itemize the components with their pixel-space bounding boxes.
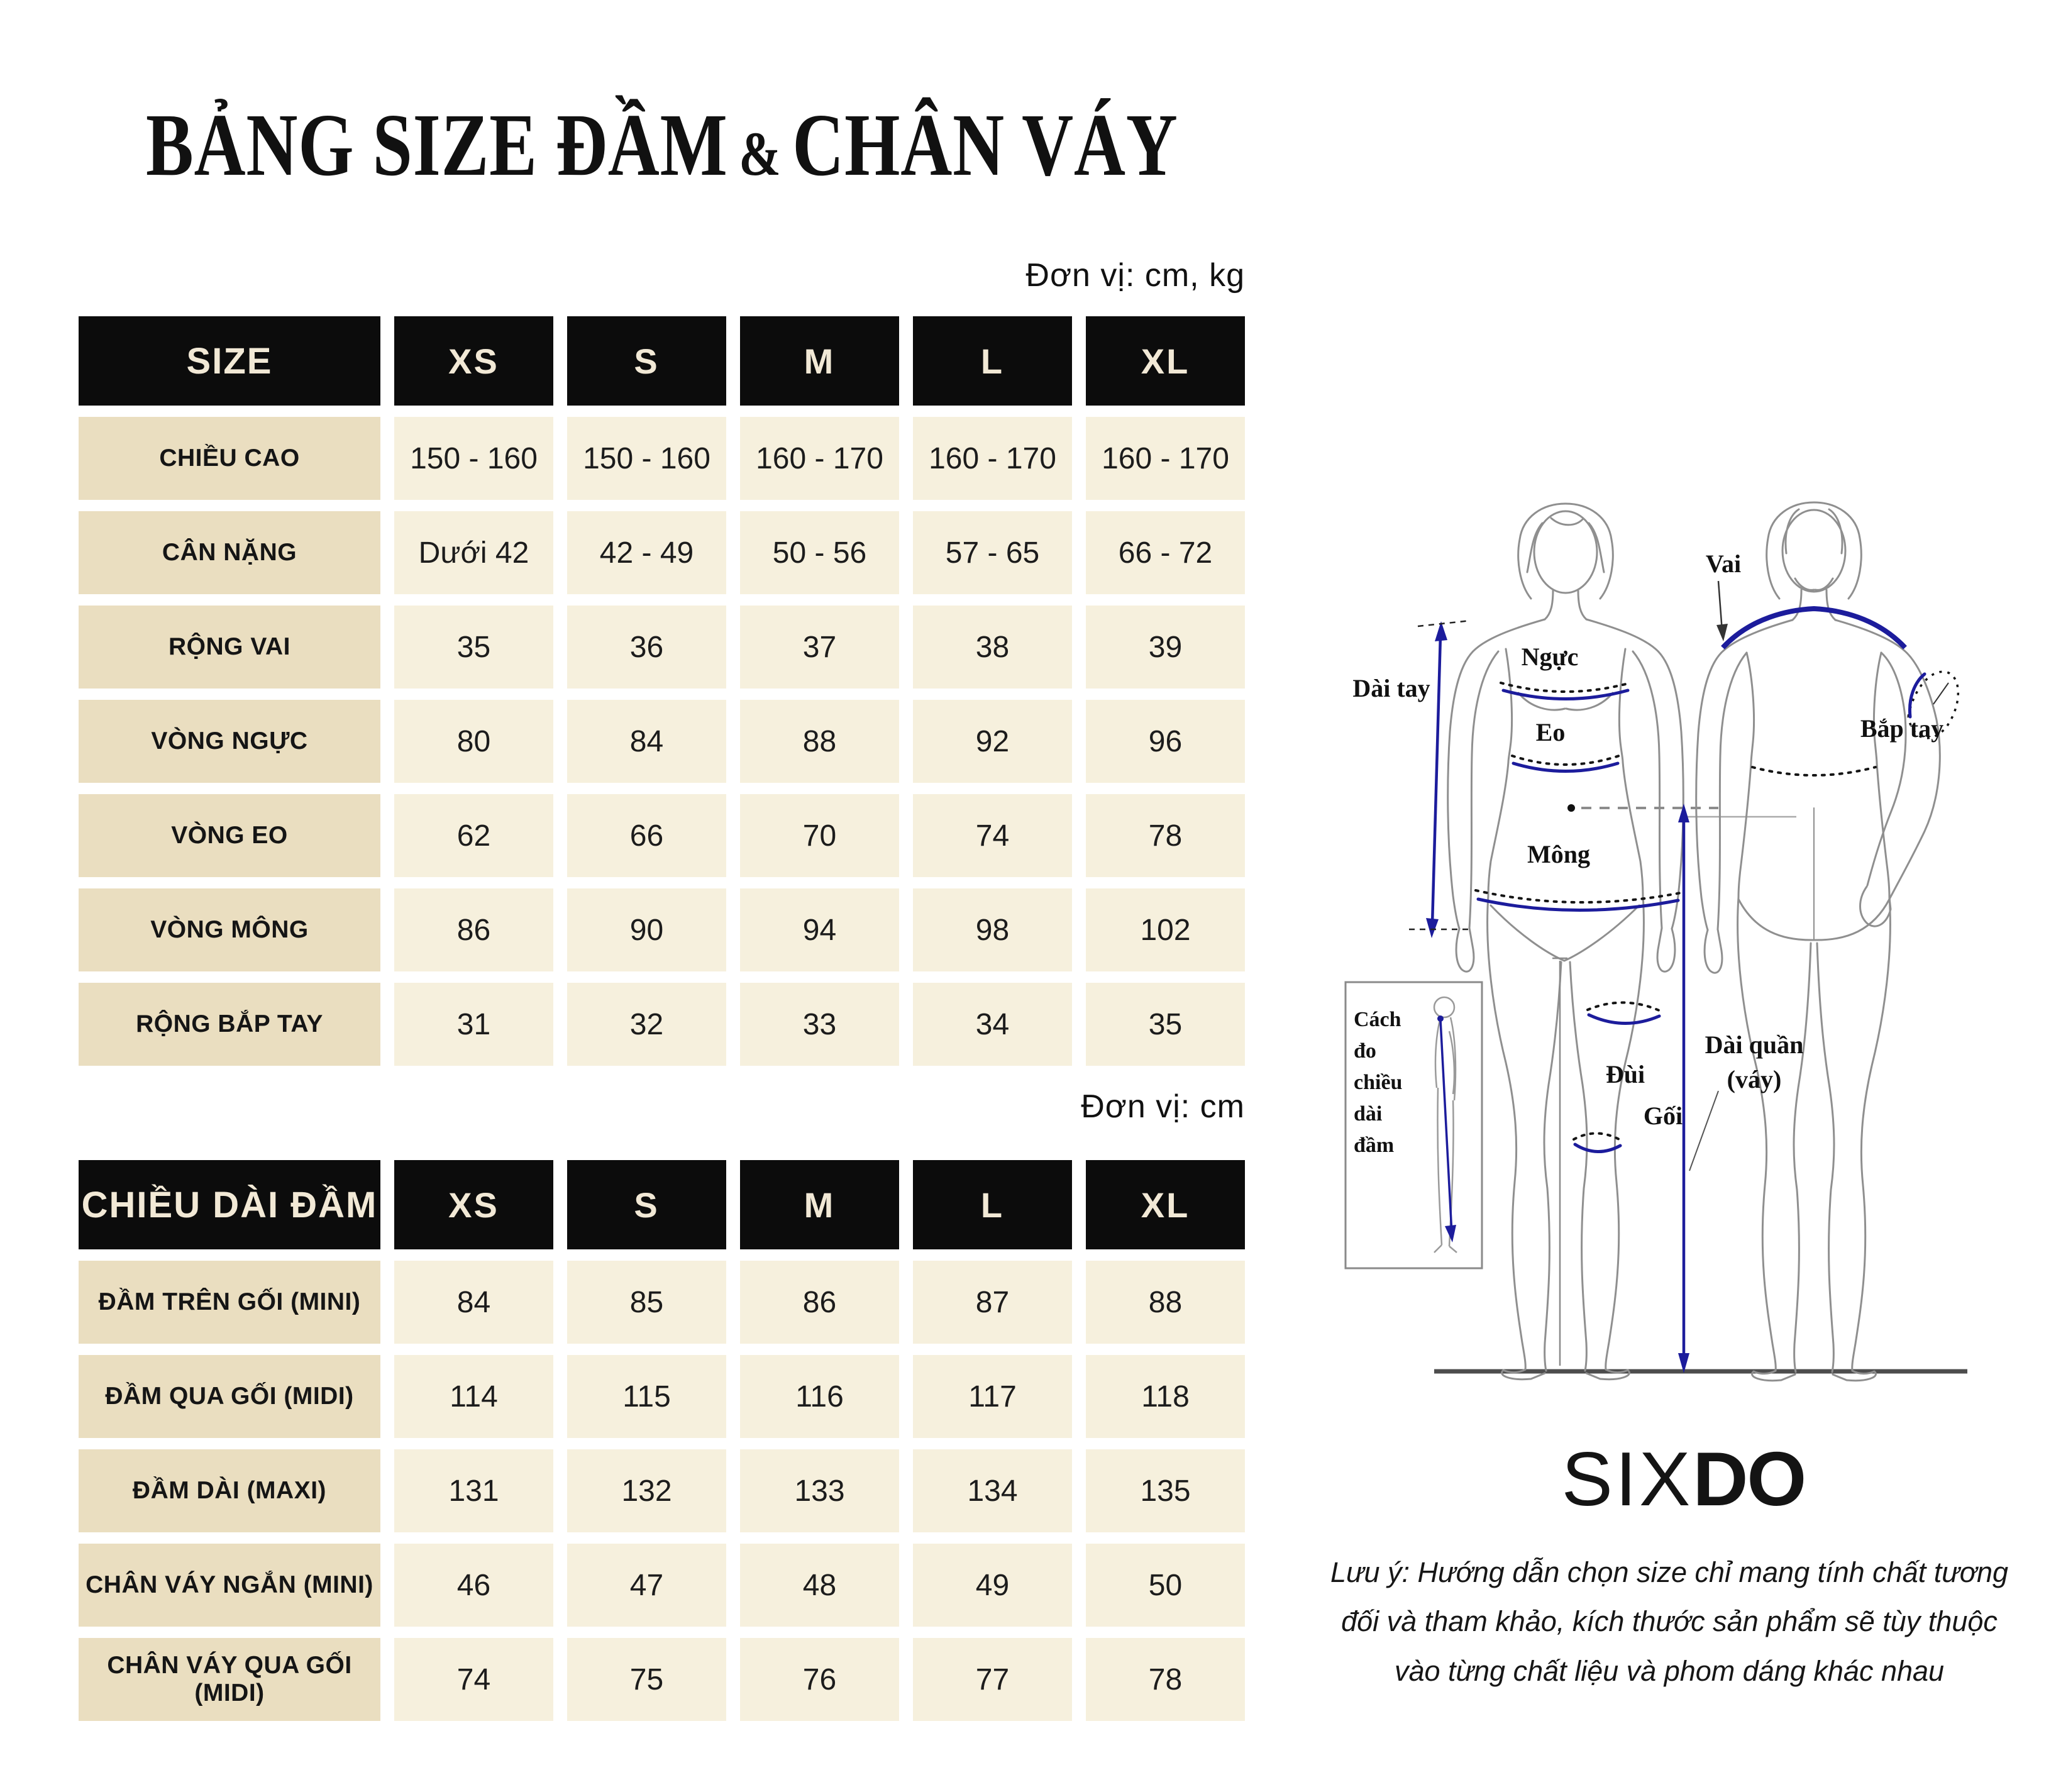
bicep-line <box>1910 674 1925 717</box>
row-label: VÒNG EO <box>79 794 380 877</box>
value-cell: 42 - 49 <box>567 511 726 594</box>
figure-arm <box>1469 651 1498 928</box>
header-cell: L <box>913 1160 1072 1249</box>
figure-leg <box>1794 943 1811 1372</box>
row-label: CHÂN VÁY QUA GỐI (MIDI) <box>79 1638 380 1721</box>
skirt-length-pointer <box>1689 1091 1718 1171</box>
waist-dot <box>1567 804 1575 812</box>
value-cell: 116 <box>740 1355 899 1438</box>
figure-torso <box>1738 653 1754 897</box>
value-cell: 92 <box>913 700 1072 783</box>
value-cell: 36 <box>567 606 726 689</box>
value-cell: 46 <box>394 1544 553 1627</box>
value-cell: 85 <box>567 1261 726 1344</box>
value-cell: 134 <box>913 1449 1072 1532</box>
sleeve-tick-top <box>1418 621 1471 626</box>
sleeve-arrow-bottom <box>1426 918 1439 938</box>
value-cell: 150 - 160 <box>567 417 726 500</box>
value-cell: 80 <box>394 700 553 783</box>
value-cell: 102 <box>1086 888 1245 971</box>
figure-arm-bent <box>1867 653 1906 885</box>
value-cell: 88 <box>740 700 899 783</box>
figure-arm-bent <box>1835 620 1940 899</box>
value-cell: 77 <box>913 1638 1072 1721</box>
figure-leg <box>1488 896 1526 1369</box>
header-cell: XS <box>394 316 553 406</box>
thigh-line <box>1589 1015 1659 1024</box>
bicep-pointer <box>1933 683 1948 704</box>
value-cell: 37 <box>740 606 899 689</box>
figure-leg <box>1606 896 1644 1369</box>
header-cell: XS <box>394 1160 553 1249</box>
shoulder-pointer-arrow <box>1716 624 1728 641</box>
note-line: Lưu ý: Hướng dẫn chọn size chỉ mang tính chất tương <box>1330 1556 2009 1588</box>
label-box-line1: Cách <box>1354 1008 1401 1031</box>
value-cell: 88 <box>1086 1261 1245 1344</box>
value-cell: 118 <box>1086 1355 1245 1438</box>
figure-leg <box>1570 962 1587 1371</box>
value-cell: 84 <box>567 700 726 783</box>
row-label: CHIỀU CAO <box>79 417 380 500</box>
value-cell: 160 - 170 <box>913 417 1072 500</box>
value-cell: 86 <box>394 888 553 971</box>
brand-logo <box>1311 1435 2056 1523</box>
note-line: đối và tham khảo, kích thước sản phẩm sẽ tùy thuộc <box>1341 1605 1998 1638</box>
figure-hair <box>1786 509 1842 590</box>
row-label: ĐẦM QUA GỐI (MIDI) <box>79 1355 380 1438</box>
figure-neck <box>1545 590 1586 619</box>
figure-leg <box>1852 897 1891 1371</box>
value-cell: 87 <box>913 1261 1072 1344</box>
back-figure <box>1696 502 1940 1381</box>
figure-hair <box>1527 518 1604 572</box>
figure-hip-detail <box>1491 905 1639 961</box>
header-cell: L <box>913 316 1072 406</box>
page-title-part1: BẢNG SIZE ĐẦM <box>146 95 728 194</box>
label-dui: Đùi <box>1605 1060 1645 1088</box>
page-title <box>146 93 1178 196</box>
value-cell: 50 - 56 <box>740 511 899 594</box>
header-cell: XL <box>1086 1160 1245 1249</box>
unit-label-table1: Đơn vị: cm, kg <box>1025 257 1245 294</box>
value-cell: 132 <box>567 1449 726 1532</box>
label-dai-tay: Dài tay <box>1352 674 1430 702</box>
header-cell: S <box>567 316 726 406</box>
header-cell: SIZE <box>79 316 380 406</box>
body-measurement-table <box>79 316 1245 1066</box>
dress-length-arrow-top <box>1678 804 1689 822</box>
value-cell: 76 <box>740 1638 899 1721</box>
knee-line <box>1575 1144 1620 1152</box>
waist-line-dotted <box>1512 756 1619 765</box>
figure-head <box>1782 510 1845 592</box>
value-cell: 62 <box>394 794 553 877</box>
row-label: RỘNG BẮP TAY <box>79 983 380 1066</box>
value-cell: 131 <box>394 1449 553 1532</box>
figure-arm <box>1633 651 1662 928</box>
header-cell: XL <box>1086 316 1245 406</box>
value-cell: 34 <box>913 983 1072 1066</box>
label-box-line3: chiều <box>1354 1071 1403 1094</box>
value-cell: 96 <box>1086 700 1245 783</box>
value-cell: 150 - 160 <box>394 417 553 500</box>
value-cell: 32 <box>567 983 726 1066</box>
figure-leg <box>1738 897 1776 1371</box>
value-cell: Dưới 42 <box>394 511 553 594</box>
shoulder-line <box>1723 609 1905 648</box>
row-label: VÒNG MÔNG <box>79 888 380 971</box>
brand-logo-thin: SIX <box>1561 1436 1693 1522</box>
row-label: CÂN NẶNG <box>79 511 380 594</box>
value-cell: 57 - 65 <box>913 511 1072 594</box>
value-cell: 84 <box>394 1261 553 1344</box>
label-dai-quan: Dài quần <box>1705 1031 1804 1059</box>
brand-logo-bold: DO <box>1693 1436 1806 1522</box>
thigh-line-dotted <box>1588 1002 1661 1011</box>
figure-hand <box>1657 928 1675 971</box>
value-cell: 38 <box>913 606 1072 689</box>
value-cell: 117 <box>913 1355 1072 1438</box>
value-cell: 98 <box>913 888 1072 971</box>
figure-head <box>1534 511 1597 593</box>
figure-arm <box>1696 620 1793 930</box>
figure-leg <box>1544 962 1561 1371</box>
label-vai: Vai <box>1705 550 1742 578</box>
row-label: VÒNG NGỰC <box>79 700 380 783</box>
bust-line-dotted <box>1501 683 1630 692</box>
value-cell: 50 <box>1086 1544 1245 1627</box>
value-cell: 133 <box>740 1449 899 1532</box>
value-cell: 47 <box>567 1544 726 1627</box>
label-goi: Gối <box>1643 1102 1683 1130</box>
shoulder-pointer <box>1718 581 1722 631</box>
value-cell: 114 <box>394 1355 553 1438</box>
unit-label-table2: Đơn vị: cm <box>1081 1088 1245 1125</box>
value-cell: 94 <box>740 888 899 971</box>
value-cell: 74 <box>394 1638 553 1721</box>
header-cell: M <box>740 316 899 406</box>
measurement-diagram <box>1311 365 2056 1415</box>
figure-arm <box>1586 619 1683 929</box>
value-cell: 70 <box>740 794 899 877</box>
sleeve-length-line <box>1432 635 1440 924</box>
value-cell: 135 <box>1086 1449 1245 1532</box>
row-label: RỘNG VAI <box>79 606 380 689</box>
header-cell: M <box>740 1160 899 1249</box>
label-box-line5: đầm <box>1354 1134 1395 1157</box>
row-label: ĐẦM TRÊN GỐI (MINI) <box>79 1261 380 1344</box>
figure-hand <box>1456 928 1474 971</box>
page-title-part2: CHÂN VÁY <box>792 95 1178 194</box>
hip-line <box>1478 899 1678 910</box>
page-title-ampersand: & <box>739 119 782 189</box>
value-cell: 75 <box>567 1638 726 1721</box>
figure-torso <box>1488 649 1512 896</box>
value-cell: 39 <box>1086 606 1245 689</box>
value-cell: 78 <box>1086 1638 1245 1721</box>
front-figure <box>1448 504 1684 1380</box>
header-cell: CHIỀU DÀI ĐẦM <box>79 1160 380 1249</box>
value-cell: 90 <box>567 888 726 971</box>
value-cell: 160 - 170 <box>1086 417 1245 500</box>
value-cell: 49 <box>913 1544 1072 1627</box>
value-cell: 35 <box>1086 983 1245 1066</box>
note-line: vào từng chất liệu và phom dáng khác nhau <box>1394 1654 1945 1687</box>
label-box-line4: dài <box>1354 1102 1383 1126</box>
back-waist-dotted <box>1752 767 1876 775</box>
value-cell: 66 <box>567 794 726 877</box>
figure-hand <box>1705 929 1722 973</box>
figure-torso <box>1874 653 1889 897</box>
value-cell: 160 - 170 <box>740 417 899 500</box>
note-text <box>1320 1548 2018 1696</box>
figure-hair <box>1518 504 1613 599</box>
inseam-line <box>1552 958 1567 1366</box>
figure-arm <box>1718 653 1747 929</box>
label-vay: (váy) <box>1727 1065 1782 1093</box>
value-cell: 86 <box>740 1261 899 1344</box>
value-cell: 115 <box>567 1355 726 1438</box>
value-cell: 35 <box>394 606 553 689</box>
hip-line-dotted <box>1476 890 1681 902</box>
figure-hair <box>1767 502 1862 599</box>
label-nguc: Ngực <box>1521 643 1579 671</box>
row-label: ĐẦM DÀI (MAXI) <box>79 1449 380 1532</box>
value-cell: 78 <box>1086 794 1245 877</box>
value-cell: 48 <box>740 1544 899 1627</box>
value-cell: 31 <box>394 983 553 1066</box>
value-cell: 66 - 72 <box>1086 511 1245 594</box>
dress-length-table <box>79 1160 1245 1721</box>
figure-leg <box>1817 943 1834 1372</box>
row-label: CHÂN VÁY NGẮN (MINI) <box>79 1544 380 1627</box>
label-mong: Mông <box>1527 840 1590 868</box>
label-box-line2: đo <box>1354 1039 1376 1063</box>
value-cell: 74 <box>913 794 1072 877</box>
value-cell: 33 <box>740 983 899 1066</box>
label-bap-tay: Bắp tay <box>1860 714 1944 743</box>
figure-neck <box>1793 590 1835 620</box>
header-cell: S <box>567 1160 726 1249</box>
label-eo: Eo <box>1535 718 1566 746</box>
